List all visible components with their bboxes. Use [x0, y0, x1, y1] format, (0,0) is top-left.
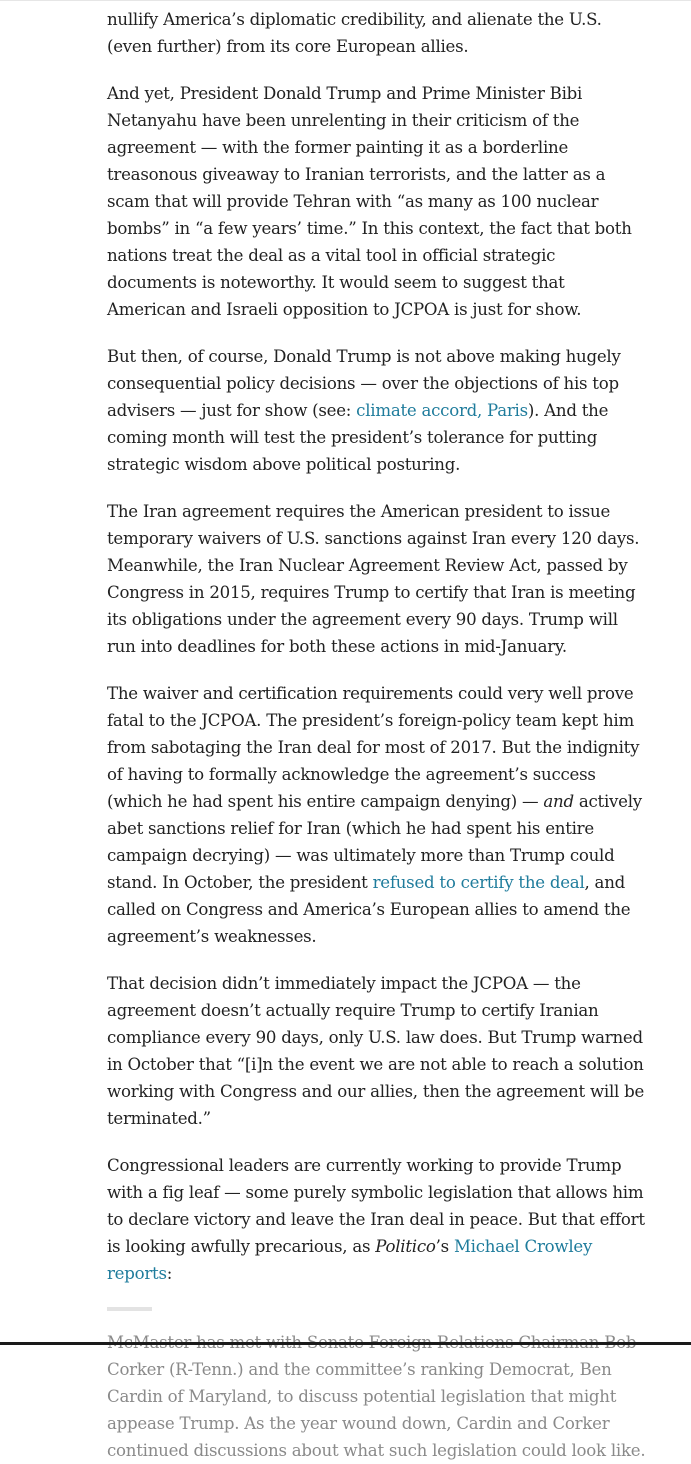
paragraph-7-text-before: Congressional leaders are currently working to provide Trump with a fig leaf — some purely symbolic legislation that allows him to declare victory and leave the Iran deal in peace. But that effort is looking awfully precarious, as	[107, 1156, 645, 1256]
top-divider	[0, 0, 691, 1]
paragraph-3	[107, 343, 647, 478]
paragraph-7-text-after: :	[166, 1264, 173, 1283]
climate-accord-link[interactable]: climate accord, Paris	[356, 401, 528, 420]
paragraph-5-text-2: actively abet sanctions relief for Iran (which he had spent his entire campaign decrying) — was ultimately more than Trump could stand. In October, the president	[107, 792, 642, 892]
blockquote-rule	[107, 1307, 152, 1311]
michael-crowley-link[interactable]: Michael Crowley reports	[107, 1237, 593, 1283]
politico-publication: Politico	[375, 1237, 436, 1256]
article-body	[107, 6, 647, 1464]
paragraph-5-text-3: , and called on Congress and America’s European allies to amend the agreement’s weaknesses.	[107, 873, 631, 946]
paragraph-1: nullify America’s diplomatic credibility, and alienate the U.S. (even further) from its core European allies.	[107, 10, 602, 56]
paragraph-5-emphasis: and	[543, 792, 574, 811]
paragraph-5	[107, 680, 647, 950]
paragraph-2: And yet, President Donald Trump and Prime Minister Bibi Netanyahu have been unrelenting in their criticism of the agreement — with the former painting it as a borderline treasonous giveaway to Iranian terrorists, and the latter as a scam that will provide Tehran with “as many as 100 nuclear bombs” in “a few years’ time.” In this context, the fact that both nations treat the deal as a vital tool in official strategic documents is noteworthy. It would seem to suggest that American and Israeli opposition to JCPOA is just for show.	[107, 84, 632, 319]
paragraph-3-text-before: But then, of course, Donald Trump is not above making hugely consequential policy decisions — over the objections of his top advisers — just for show (see:	[107, 347, 621, 420]
paragraph-5-text-1: The waiver and certification requirements could very well prove fatal to the JCPOA. The president’s foreign-policy team kept him from sabotaging the Iran deal for most of 2017. But the indignity of having to formally acknowledge the agreement’s success (which he had spent his entire campaign denying) —	[107, 684, 640, 811]
paragraph-6: That decision didn’t immediately impact the JCPOA — the agreement doesn’t actually require Trump to certify Iranian compliance every 90 days, only U.S. law does. But Trump warned in October that “[i]n the event we are not able to reach a solution working with Congress and our allies, then the agreement will be terminated.”	[107, 974, 645, 1128]
paragraph-7-possessive: ’s	[435, 1237, 454, 1256]
blockquote: Corker (R-Tenn.) and the committee’s ranking Democrat, Ben Cardin of Maryland, to discuss potential legislation that might appease Trump. As the year wound down, Cardin and Corker continued discussions about what such legislation could look like.	[107, 1360, 646, 1460]
refused-to-certify-link[interactable]: refused to certify the deal	[372, 873, 585, 892]
paragraph-7	[107, 1152, 647, 1287]
paragraph-4: The Iran agreement requires the American president to issue temporary waivers of U.S. sanctions against Iran every 120 days. Meanwhile, the Iran Nuclear Agreement Review Act, passed by Congress in 2015, requires Trump to certify that Iran is meeting its obligations under the agreement every 90 days. Trump will run into deadlines for both these actions in mid-January.	[107, 502, 640, 656]
paragraph-3-text-after: ). And the coming month will test the president’s tolerance for putting strategic wisdom above political posturing.	[107, 401, 609, 474]
